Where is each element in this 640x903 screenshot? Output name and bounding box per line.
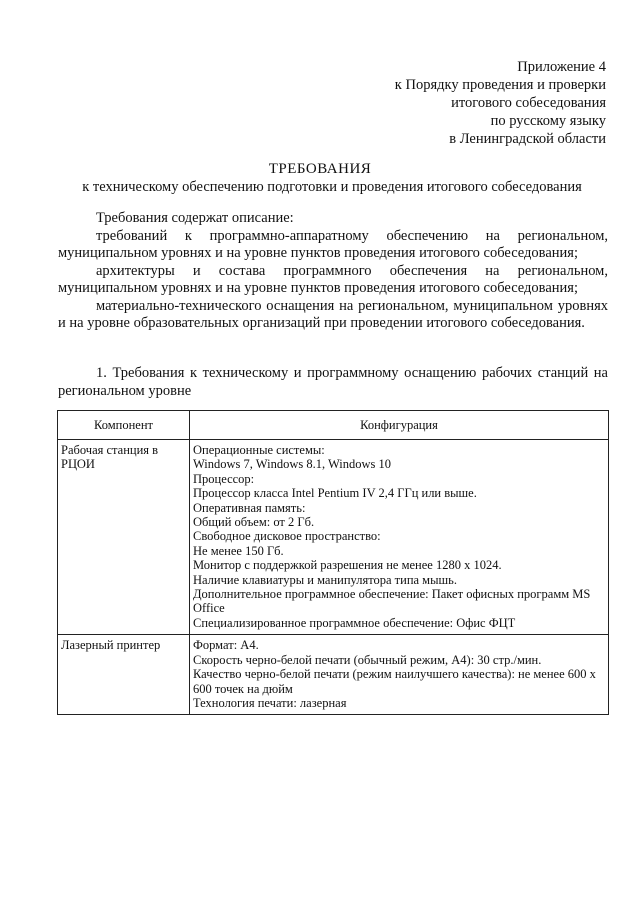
intro-lead: Требования содержат описание:: [96, 210, 294, 226]
config-line: Общий объем: от 2 Гб.: [193, 515, 315, 530]
document-title: ТРЕБОВАНИЯ: [268, 161, 372, 177]
appendix-line: к Порядку проведения и проверки: [394, 77, 606, 93]
table-row: [58, 440, 609, 635]
config-line: Свободное дисковое пространство:: [193, 529, 381, 544]
config-line: Операционные системы:: [193, 443, 325, 457]
table-row: [58, 635, 609, 715]
appendix-line: в Ленинградской области: [449, 131, 606, 147]
requirements-table: [57, 410, 609, 715]
config-line: Формат: А4.: [193, 638, 259, 653]
config-line: Технология печати: лазерная: [193, 695, 347, 710]
config-line: Дополнительное программное обеспечение: Пакет офисных программ MS Office: [193, 587, 591, 616]
intro-item: требований к программно-аппаратному обеспечению на региональном, муниципальном уровнях и на уровне пунктов проведения итогового собеседования;: [58, 227, 608, 261]
config-line: Специализированное программное обеспечение: Офис ФЦТ: [193, 615, 516, 630]
appendix-line: по русскому языку: [490, 113, 606, 129]
config-line: Процессор класса Intel Pentium IV 2,4 ГГц или выше.: [193, 486, 477, 501]
column-header-component: Компонент: [58, 411, 190, 440]
config-line: Процессор:: [193, 471, 255, 486]
appendix-line: Приложение 4: [517, 59, 606, 75]
config-cell: [190, 440, 609, 635]
section-heading: 1. Требования к техническому и программному оснащению рабочих станций на региональном уровне: [58, 365, 608, 399]
config-line: Качество черно-белой печати (режим наилучшего качества): не менее 600 x 600 точек на дюйм: [193, 667, 596, 696]
appendix-header: [395, 58, 606, 148]
config-line: Не менее 150 Гб.: [193, 543, 284, 558]
intro-item: материально-технического оснащения на региональном, муниципальном уровнях и на уровне образовательных организаций при проведении итогового собеседования.: [58, 297, 608, 331]
config-line: Windows 7, Windows 8.1, Windows 10: [193, 457, 392, 472]
appendix-line: итогового собеседования: [451, 95, 606, 111]
component-cell: Рабочая станция в РЦОИ: [58, 440, 190, 635]
column-header-configuration: Конфигурация: [190, 411, 609, 440]
intro-block: [58, 210, 608, 333]
config-line: Скорость черно-белой печати (обычный режим, А4): 30 стр./мин.: [193, 652, 542, 667]
config-line: Монитор с поддержкой разрешения не менее 1280 x 1024.: [193, 558, 502, 573]
component-cell: Лазерный принтер: [58, 635, 190, 715]
document-subtitle: к техническому обеспечению подготовки и проведения итогового собеседования: [82, 179, 582, 195]
intro-item: архитектуры и состава программного обеспечения на региональном, муниципальном уровнях и на уровне пунктов проведения итогового собеседования;: [58, 262, 608, 296]
config-cell: [190, 635, 609, 715]
config-line: Наличие клавиатуры и манипулятора типа мышь.: [193, 572, 457, 587]
config-line: Оперативная память:: [193, 500, 306, 515]
table-header-row: [58, 411, 609, 440]
